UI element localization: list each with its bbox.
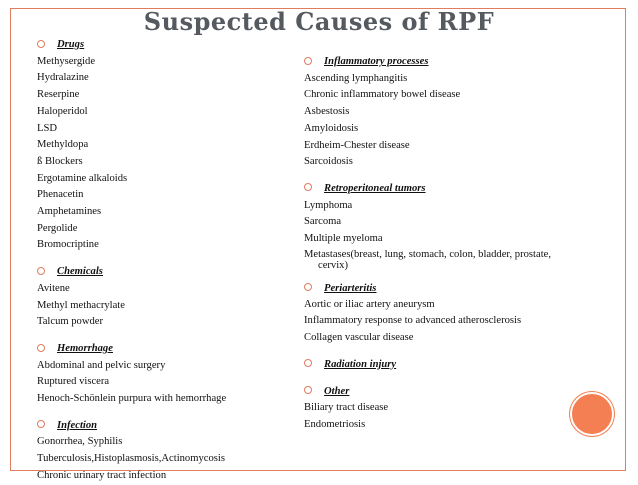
- list-item: Asbestosis: [304, 106, 350, 118]
- list-item: Reserpine: [37, 89, 80, 101]
- list-item: Tuberculosis,Histoplasmosis,Actinomycosis: [37, 453, 225, 465]
- list-item: Erdheim-Chester disease: [304, 139, 410, 151]
- bullet-icon: [37, 267, 45, 275]
- section-heading-hemorrhage: Hemorrhage: [37, 341, 287, 358]
- list-item: Gonorrhea, Syphilis: [37, 436, 123, 448]
- list-item: Chronic inflammatory bowel disease: [304, 89, 461, 101]
- section-heading-chemicals: Chemicals: [37, 264, 287, 281]
- slide-title: Suspected Causes of RPF: [143, 7, 495, 36]
- list-item: Amyloidosis: [304, 122, 359, 134]
- list-item: Metastases(breast, lung, stomach, colon, bladder, prostate, cervix): [304, 248, 551, 271]
- list-item: Aortic or iliac artery aneurysm: [304, 299, 435, 311]
- list-item: Multiple myeloma: [304, 233, 383, 245]
- bullet-icon: [304, 283, 312, 291]
- list-item: Bromocriptine: [37, 239, 99, 251]
- list-item: Biliary tract disease: [304, 402, 389, 414]
- list-item: Methysergide: [37, 55, 96, 67]
- section-heading-retroperitoneal: Retroperitoneal tumors: [304, 181, 562, 198]
- list-item: Ergotamine alkaloids: [37, 172, 128, 184]
- list-item: Lymphoma: [304, 199, 353, 211]
- section-heading-periarteritis: Periarteritis: [304, 281, 562, 298]
- list-item: Henoch-Schönlein purpura with hemorrhage: [37, 393, 227, 405]
- list-item: Methyl methacrylate: [37, 299, 125, 311]
- decorative-circle: [570, 392, 614, 436]
- bullet-icon: [304, 386, 312, 394]
- left-column: [37, 37, 287, 485]
- list-item: Phenacetin: [37, 189, 84, 201]
- list-item: Hydralazine: [37, 72, 89, 84]
- list-item: Collagen vascular disease: [304, 332, 414, 344]
- bullet-icon: [304, 359, 312, 367]
- list-item: Pergolide: [37, 222, 78, 234]
- bullet-icon: [37, 344, 45, 352]
- list-item: Sarcoidosis: [304, 156, 353, 168]
- section-heading-inflammatory: Inflammatory processes: [304, 54, 562, 71]
- list-item: Inflammatory response to advanced atherosclerosis: [304, 315, 522, 327]
- list-item: Sarcoma: [304, 216, 342, 228]
- list-item: Avitene: [37, 282, 70, 294]
- right-column: [304, 54, 562, 434]
- bullet-icon: [37, 40, 45, 48]
- list-item: Ascending lymphangitis: [304, 72, 408, 84]
- bullet-icon: [304, 57, 312, 65]
- list-item: Ruptured viscera: [37, 376, 110, 388]
- section-heading-radiation: Radiation injury: [304, 357, 562, 374]
- bullet-icon: [37, 420, 45, 428]
- list-item: Talcum powder: [37, 316, 104, 328]
- list-item: Endometriosis: [304, 418, 366, 430]
- list-item: Amphetamines: [37, 206, 102, 218]
- list-item: Haloperidol: [37, 105, 88, 117]
- list-item: LSD: [37, 122, 58, 134]
- list-item: ß Blockers: [37, 155, 83, 167]
- section-heading-other: Other: [304, 384, 562, 401]
- list-item: Methyldopa: [37, 139, 89, 151]
- section-heading-infection: Infection: [37, 418, 287, 435]
- list-item: Abdominal and pelvic surgery: [37, 359, 166, 371]
- list-item: Chronic urinary tract infection: [37, 469, 167, 481]
- section-heading-drugs: Drugs: [37, 37, 287, 54]
- bullet-icon: [304, 183, 312, 191]
